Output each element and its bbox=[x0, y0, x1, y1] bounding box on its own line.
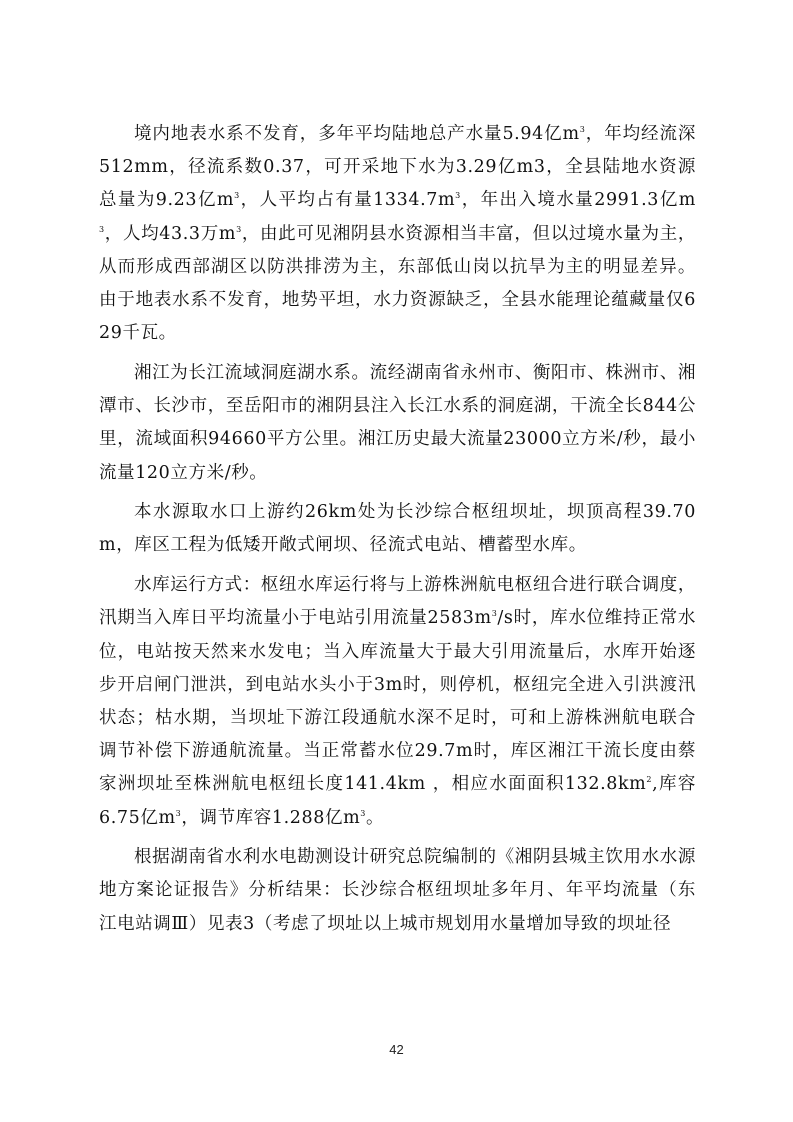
paragraph bbox=[99, 118, 696, 350]
text-run: ,库容6.75亿m bbox=[99, 774, 697, 828]
superscript: 3 bbox=[175, 808, 182, 818]
text-run: ，调节库容1.288亿m bbox=[181, 807, 361, 828]
body-text bbox=[99, 118, 696, 947]
text-run: 境内地表水系不发育，多年平均陆地总产水量5.94亿m bbox=[134, 124, 580, 144]
paragraph bbox=[99, 357, 696, 490]
page-number: 42 bbox=[389, 1042, 404, 1057]
text-run: ，人均43.3万m bbox=[104, 223, 237, 244]
superscript: 3 bbox=[360, 808, 366, 818]
text-run: ，年均经流深512mm，径流系数0.37，可开采地下水为3.29亿m3，全县陆地水资源总量为9.23亿m bbox=[99, 124, 696, 211]
superscript: 3 bbox=[491, 609, 498, 619]
paragraph bbox=[99, 569, 696, 835]
text-run: ，年出入境水量2991.3亿m bbox=[460, 190, 696, 211]
superscript: 3 bbox=[234, 191, 240, 201]
superscript: 2 bbox=[646, 775, 653, 785]
superscript: 3 bbox=[99, 224, 105, 234]
paragraph bbox=[99, 496, 696, 562]
text-run: 湘江为长江流域洞庭湖水系。流经湖南省永州市、衡阳市、株洲市、湘潭市、长沙市，至岳阳市的湘阴县注入长江水系的洞庭湖，干流全长844公里，流域面积94660平方公里。湘江历史最大流量23000立方米/秒，最小流量120立方米/秒。 bbox=[99, 362, 696, 483]
superscript: 3 bbox=[579, 125, 586, 134]
text-run: 水库运行方式：枢纽水库运行将与上游株洲航电枢纽合进行联合调度，汛期当入库日平均流量小于电站引用流量2583m bbox=[99, 575, 696, 629]
text-run: 本水源取水口上游约26km处为长沙综合枢纽坝址，坝顶高程39.70m，库区工程为低矮开敞式闸坝、径流式电站、槽蓄型水库。 bbox=[99, 502, 696, 556]
text-run: 。 bbox=[365, 807, 385, 828]
text-run: ，由此可见湘阴县水资源相当丰富，但以过境水量为主，从而形成西部湖区以防洪排涝为主，东部低山岗以抗旱为主的明显差异。由于地表水系不发育，地势平坦，水力资源缺乏，全县水能理论蕴藏量仅629千瓦。 bbox=[99, 223, 696, 344]
text-run: ，人平均占有量1334.7m bbox=[239, 190, 456, 211]
text-run: 根据湖南省水利水电勘测设计研究总院编制的《湘阴县城主饮用水水源地方案论证报告》分析结果：长沙综合枢纽坝址多年月、年平均流量（东江电站调Ⅲ）见表3（考虑了坝址以上城市规划用水量增加导致的坝址径 bbox=[99, 847, 696, 934]
paragraph bbox=[99, 841, 696, 941]
text-run: /s时，库水位维持正常水位，电站按天然来水发电；当入库流量大于最大引用流量后，水库开始逐步开启闸门泄洪，到电站水头小于3m时，则停机，枢纽完全进入引洪渡汛状态；枯水期，当坝址下游江段通航水深不足时，可和上游株洲航电联合调节补偿下游通航流量。当正常蓄水位29.7m时，库区湘江干流长度由蔡家洲坝址至株洲航电枢纽长度141.4km ，相应水面面积132.8km bbox=[99, 608, 696, 795]
superscript: 3 bbox=[455, 191, 461, 201]
superscript: 3 bbox=[236, 224, 242, 234]
